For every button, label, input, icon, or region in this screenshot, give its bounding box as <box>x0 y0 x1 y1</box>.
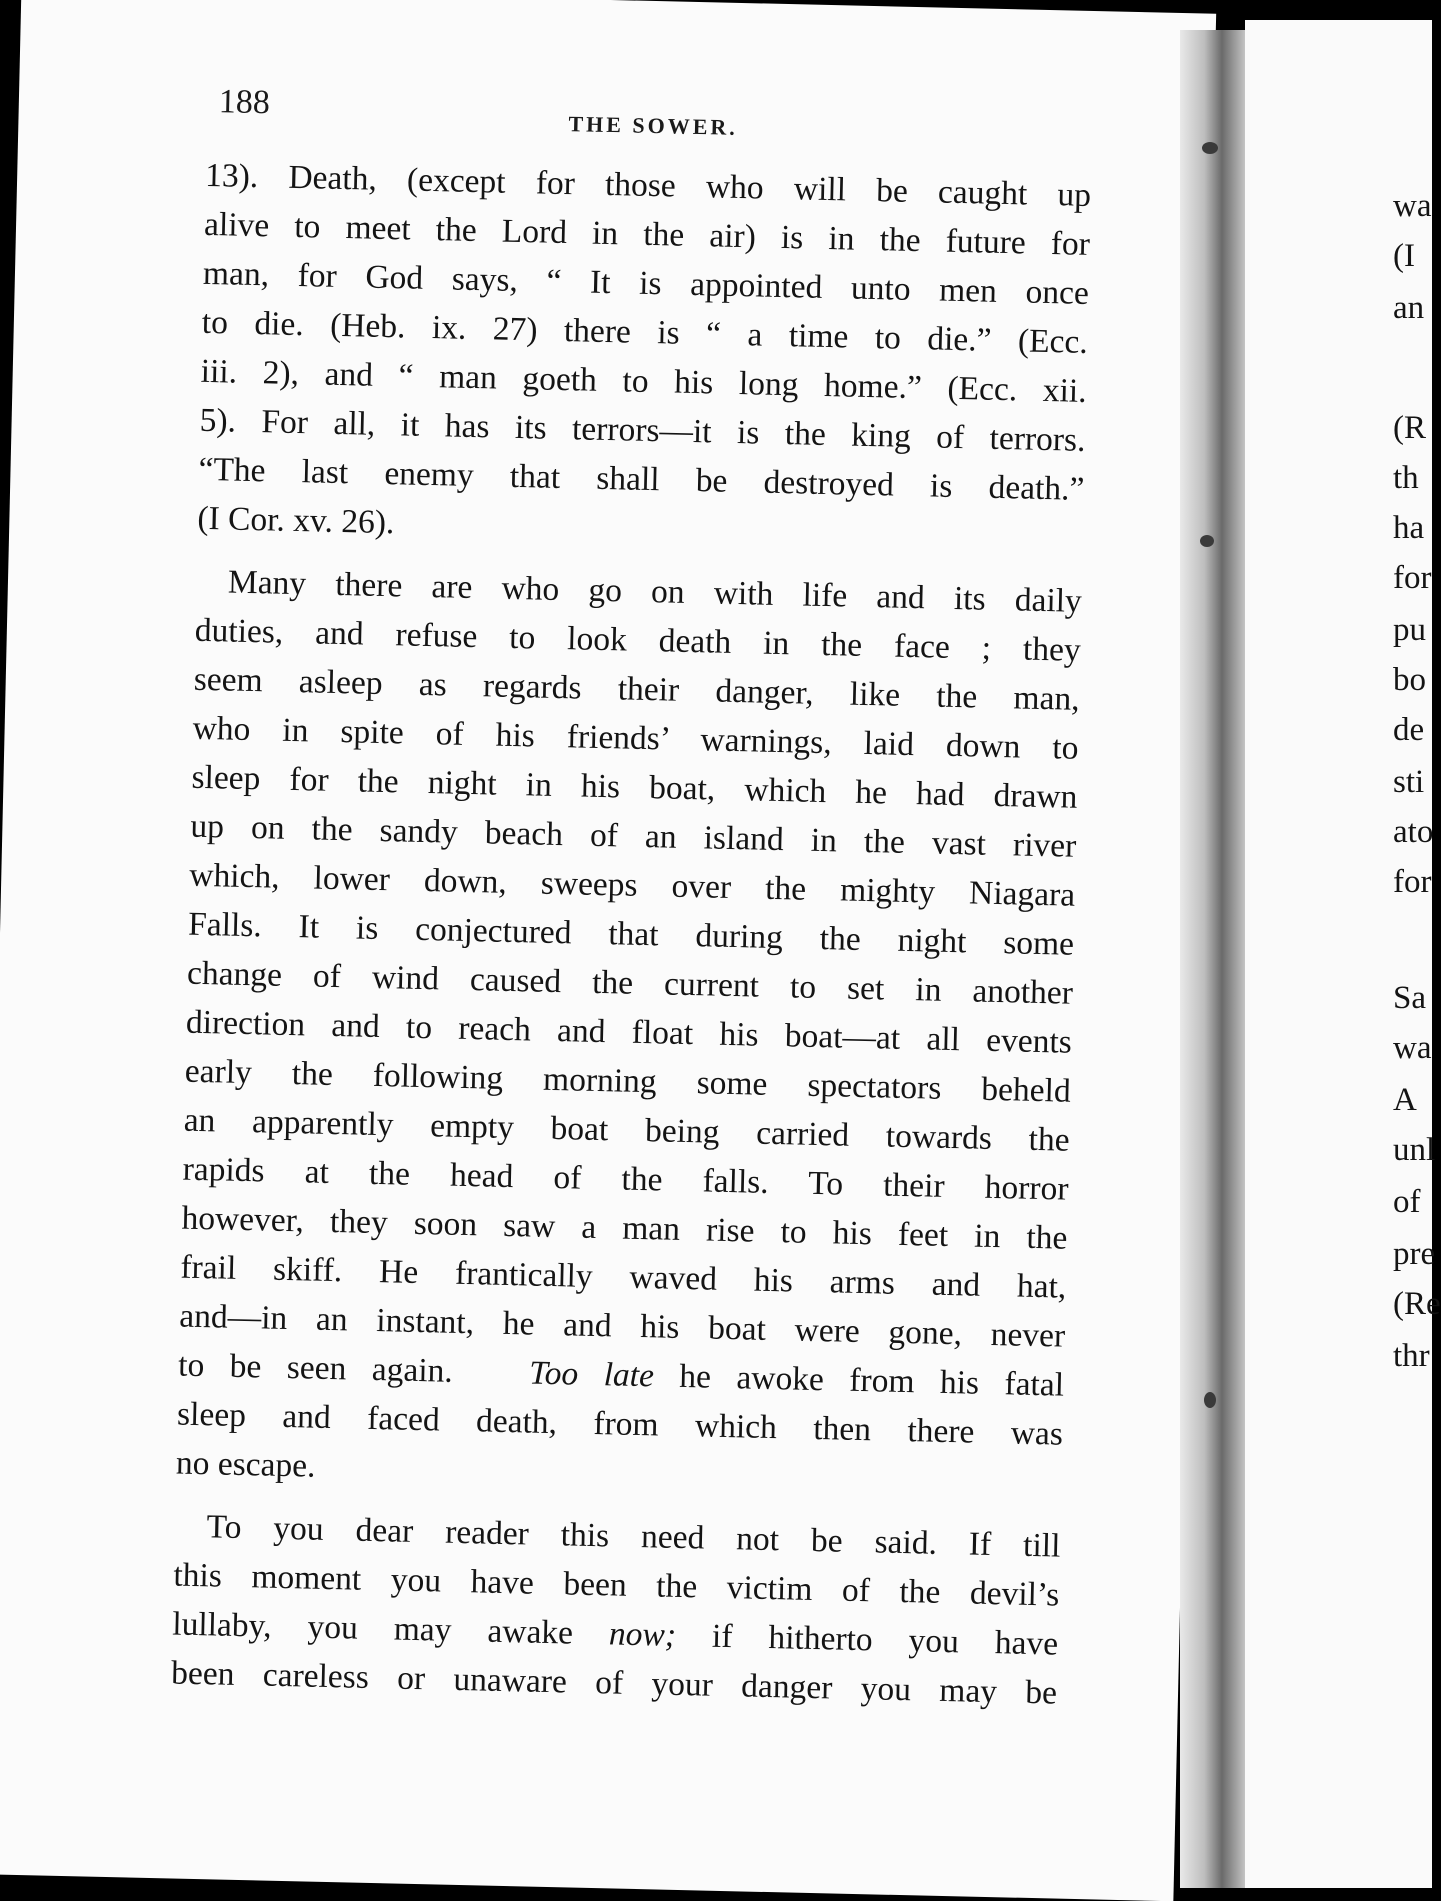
right-page-fragment: (I <box>1393 238 1415 274</box>
text-line: duties, and refuse to look death in the face ; they <box>194 611 1082 669</box>
text-line: this moment you have been the victim of the devil’s <box>173 1556 1060 1614</box>
page-header <box>218 83 1099 153</box>
text-line: 13). Death, (except for those who will be caught up <box>204 156 1092 214</box>
text-line: change of wind caused the current to set in another <box>186 954 1074 1012</box>
text-line: been careless or unaware of your danger you may be <box>170 1654 1058 1712</box>
text-line: however, they soon saw a man rise to his feet in the <box>181 1199 1068 1257</box>
paragraph-2 <box>175 557 1082 1508</box>
text-line: no escape. <box>175 1444 316 1485</box>
right-page-fragment: of <box>1393 1184 1421 1220</box>
right-page-fragment: Sa <box>1393 980 1426 1016</box>
text-line: alive to meet the Lord in the air) is in the future for <box>203 205 1091 263</box>
right-page-fragment: thr <box>1393 1338 1430 1374</box>
right-page-fragment: unl <box>1393 1132 1436 1168</box>
text-line: 5). For all, it has its terrors—it is the king of terrors. <box>199 401 1086 459</box>
text-line: man, for God says, “ It is appointed unto men once <box>202 254 1090 312</box>
text-line: frail skiff. He frantically waved his arms and hat, <box>180 1248 1067 1306</box>
italic-phrase: Too late <box>528 1354 655 1395</box>
text-line: who in spite of his friends’ warnings, laid down to <box>192 709 1079 767</box>
right-page-fragment: (R <box>1393 410 1426 446</box>
running-head: THE SOWER. <box>568 111 739 140</box>
text-line: sleep and faced death, from which then there was <box>176 1395 1064 1453</box>
binding-mark <box>1200 535 1214 547</box>
text-line: and—in an instant, he and his boat were gone, never <box>178 1297 1066 1355</box>
right-page-fragment: pu <box>1393 612 1426 648</box>
binding-mark <box>1204 1392 1216 1408</box>
right-page-fragment: wa <box>1393 1030 1432 1066</box>
right-page-fragment: (Re <box>1393 1286 1441 1322</box>
text-line: an apparently empty boat being carried towards the <box>183 1101 1070 1159</box>
text-line: direction and to reach and float his boat—at all events <box>185 1003 1073 1061</box>
right-page-fragment: bo <box>1393 662 1426 698</box>
text-line: “The last enemy that shall be destroyed is death.” <box>198 450 1085 508</box>
book-gutter <box>1180 30 1250 1888</box>
right-page-fragment: for <box>1393 560 1432 596</box>
right-page-fragment: de <box>1393 712 1425 748</box>
right-page-fragment: wa <box>1393 188 1432 224</box>
text-line: which, lower down, sweeps over the mighty Niagara <box>188 856 1076 914</box>
right-page-fragment: A <box>1393 1082 1417 1118</box>
text-line: Falls. It is conjectured that during the night some <box>187 905 1075 963</box>
text-line: early the following morning some spectators beheld <box>184 1052 1072 1110</box>
right-page-text-fragments <box>1390 0 1441 1888</box>
text-fragment: if hitherto you have <box>675 1616 1059 1663</box>
paragraph-3 <box>171 1502 1061 1718</box>
text-fragment: to be seen again. <box>177 1346 454 1390</box>
right-page-fragment: for <box>1393 864 1432 900</box>
text-line: sleep for the night in his boat, which he had drawn <box>191 758 1078 816</box>
text-line: up on the sandy beach of an island in the vast river <box>190 807 1077 865</box>
right-page-fragment: sti <box>1393 764 1425 800</box>
binding-mark <box>1202 142 1218 154</box>
text-line: Many there are who go on with life and its daily <box>227 563 1083 620</box>
text-line: iii. 2), and “ man goeth to his long home.” (Ecc. xii. <box>200 352 1087 410</box>
page-number: 188 <box>218 83 271 122</box>
right-page-fragment: an <box>1393 290 1425 326</box>
right-page-fragment: ato <box>1393 814 1434 850</box>
paragraph-1 <box>197 151 1092 563</box>
body-text <box>171 151 1092 1718</box>
right-page-fragment: pre <box>1393 1236 1436 1272</box>
text-fragment: he awoke from his fatal <box>653 1357 1065 1404</box>
text-fragment: lullaby, you may awake <box>171 1605 610 1653</box>
text-line: (I Cor. xv. 26). <box>197 499 395 542</box>
right-page-fragment: ha <box>1393 510 1425 546</box>
text-line: To you dear reader this need not be said. If till <box>206 1508 1061 1565</box>
text-line: rapids at the head of the falls. To their horror <box>182 1150 1069 1208</box>
italic-word: now; <box>608 1615 677 1654</box>
text-line: seem asleep as regards their danger, like the man, <box>193 660 1081 718</box>
text-line: to die. (Heb. ix. 27) there is “ a time to die.” (Ecc. <box>201 303 1089 361</box>
right-page-fragment: th <box>1393 460 1419 496</box>
